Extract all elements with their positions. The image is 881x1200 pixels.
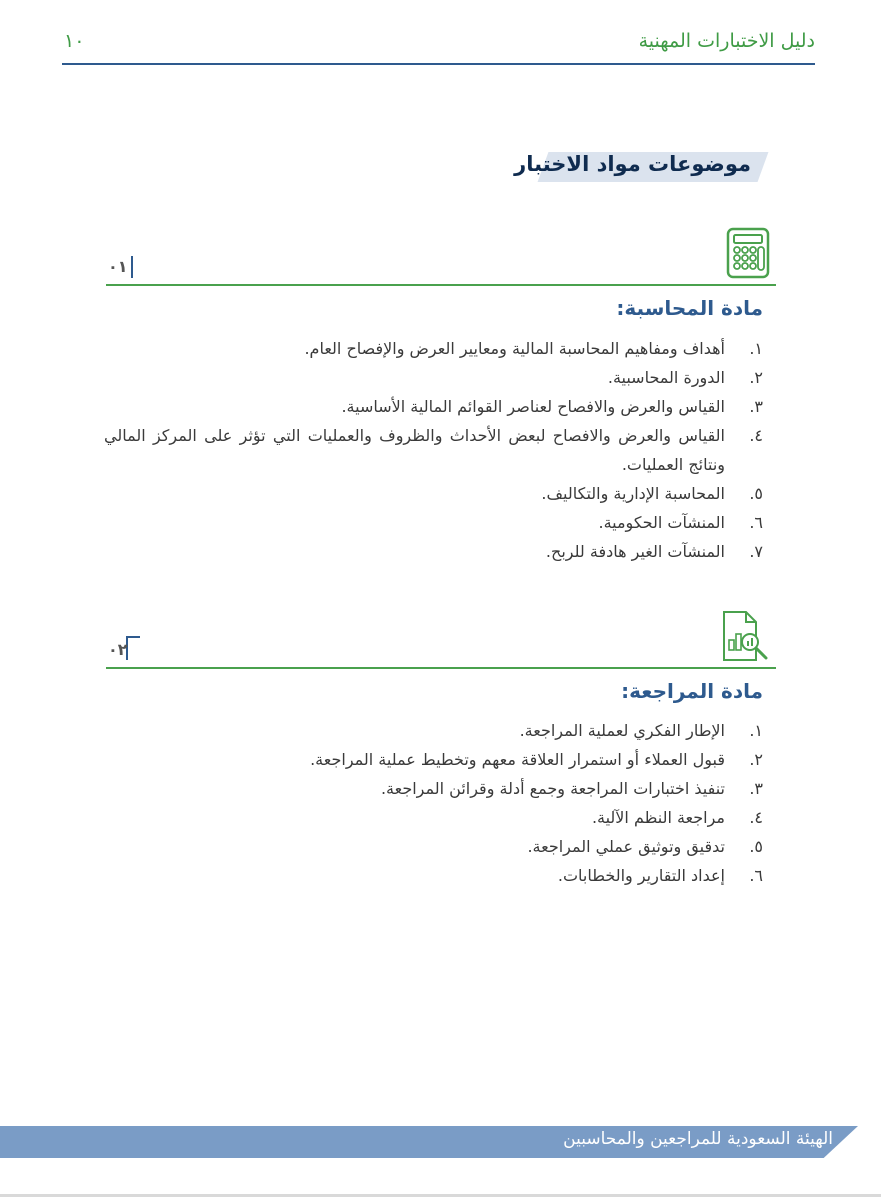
subject-title-auditing: مادة المراجعة: (621, 679, 763, 703)
subject-title-accounting: مادة المحاسبة: (616, 296, 763, 320)
list-item: ٤. مراجعة النظم الآلية. (591, 808, 763, 827)
accounting-topics-list (104, 334, 763, 566)
list-item: ٥. المحاسبة الإدارية والتكاليف. (541, 484, 763, 503)
list-item: ٣. تنفيذ اختبارات المراجعة وجمع أدلة وقرائن المراجعة. (380, 779, 763, 798)
audit-document-magnifier-icon (720, 610, 770, 666)
list-item: ٢. الدورة المحاسبية. (607, 368, 763, 387)
calculator-icon (726, 227, 770, 283)
header-divider (62, 63, 815, 65)
footer-organization-name: الهيئة السعودية للمراجعين والمحاسبين (563, 1129, 833, 1149)
header-title: دليل الاختبارات المهنية (638, 30, 815, 52)
bottom-edge-line (0, 1194, 881, 1197)
list-item: ١. أهداف ومفاهيم المحاسبة المالية ومعايير العرض والإفصاح العام. (304, 339, 763, 358)
list-item: ٧. المنشآت الغير هادفة للربح. (545, 542, 763, 561)
list-item: ٦. إعداد التقارير والخطابات. (557, 866, 763, 885)
list-item: ٤. القياس والعرض والافصاح لبعض الأحداث والظروف والعمليات التي تؤثر على المركز المالي ونتائج العمليات. (104, 426, 763, 474)
section-number: ٠١ (108, 257, 128, 276)
section-heading: موضوعات مواد الاختبار (514, 152, 751, 176)
list-item: ٣. القياس والعرض والافصاح لعناصر القوائم المالية الأساسية. (341, 397, 763, 416)
section-divider (106, 284, 776, 286)
section-heading-container (514, 148, 763, 186)
list-item: ٦. المنشآت الحكومية. (598, 513, 763, 532)
list-item: ٢. قبول العملاء أو استمرار العلاقة معهم وتخطيط عملية المراجعة. (310, 750, 763, 769)
section-number-bar (131, 256, 133, 278)
section-number-bar-top (126, 636, 140, 638)
list-item: ٥. تدقيق وتوثيق عملي المراجعة. (527, 837, 763, 856)
list-item: ١. الإطار الفكري لعملية المراجعة. (519, 721, 763, 740)
section-divider (106, 667, 776, 669)
page-number: ١٠ (64, 30, 85, 52)
section-number: ٠٢ (108, 640, 128, 659)
auditing-topics-list (104, 716, 763, 890)
